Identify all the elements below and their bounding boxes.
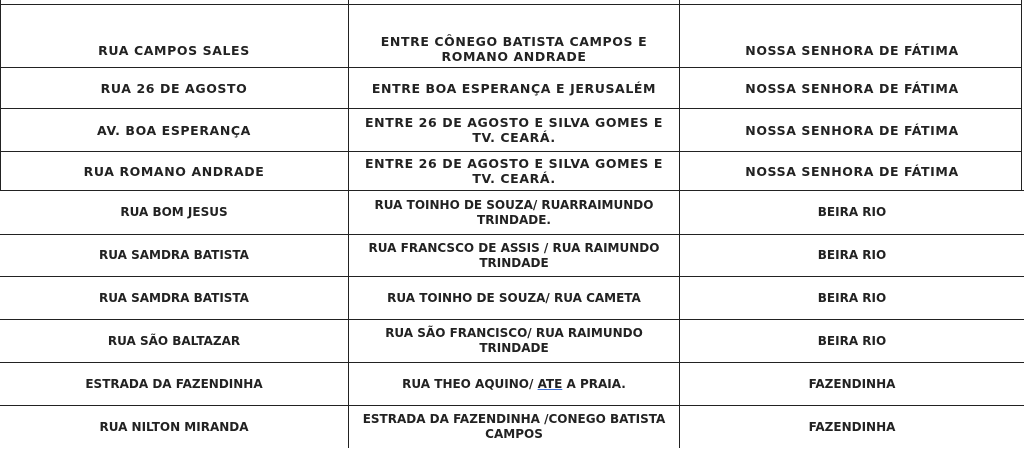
- district-cell: NOSSA SENHORA DE FÁTIMA: [745, 163, 959, 179]
- district-cell: NOSSA SENHORA DE FÁTIMA: [745, 43, 959, 58]
- table-row: [0, 191, 1024, 234]
- row-divider: [0, 234, 1024, 235]
- between-cell: RUA TOINHO DE SOUZA/ RUARRAIMUNDO TRINDADE.: [374, 197, 654, 227]
- street-cell: RUA SAMDRA BATISTA: [99, 248, 249, 262]
- street-cell: RUA NILTON MIRANDA: [99, 419, 249, 434]
- between-cell: RUA FRANCSCO DE ASSIS / RUA RAIMUNDO TRINDADE: [368, 240, 660, 270]
- district-cell: BEIRA RIO: [817, 333, 887, 348]
- table-row: [0, 277, 1024, 319]
- row-divider: [0, 67, 1022, 68]
- district-cell: NOSSA SENHORA DE FÁTIMA: [745, 80, 959, 96]
- table-row: [0, 406, 1024, 448]
- row-divider: [0, 362, 1024, 363]
- street-cell: RUA SAMDRA BATISTA: [99, 290, 249, 305]
- column-divider: [348, 0, 349, 448]
- spellcheck-underlined-word: ATE: [537, 376, 563, 391]
- row-divider: [0, 151, 1022, 152]
- district-cell: FAZENDINHA: [808, 419, 896, 434]
- table-row: [0, 68, 1024, 108]
- street-cell: AV. BOA ESPERANÇA: [97, 122, 251, 138]
- row-divider: [0, 108, 1022, 109]
- between-text-start: RUA THEO AQUINO/: [402, 376, 538, 391]
- street-cell: ESTRADA DA FAZENDINHA: [85, 376, 263, 391]
- district-cell: BEIRA RIO: [817, 248, 887, 262]
- left-border: [0, 0, 1, 191]
- table-row: [0, 152, 1024, 190]
- between-cell: ENTRE CÔNEGO BATISTA CAMPOS E ROMANO ANDRADE: [380, 33, 648, 64]
- between-cell: ENTRE 26 DE AGOSTO E SILVA GOMES E TV. CEARÁ.: [365, 115, 663, 145]
- district-cell: FAZENDINHA: [808, 376, 896, 391]
- table-row: [0, 235, 1024, 276]
- row-divider: [0, 276, 1024, 277]
- between-text-end: A PRAIA.: [562, 376, 626, 391]
- right-border: [1021, 0, 1022, 191]
- street-cell: RUA BOM JESUS: [120, 205, 228, 219]
- street-cell: RUA SÃO BALTAZAR: [107, 333, 241, 348]
- between-cell: ESTRADA DA FAZENDINHA /CONEGO BATISTA CAMPOS: [362, 412, 666, 441]
- table-row: [0, 30, 1024, 67]
- district-cell: NOSSA SENHORA DE FÁTIMA: [745, 122, 959, 138]
- street-cell: RUA ROMANO ANDRADE: [83, 163, 265, 179]
- table-row: [0, 363, 1024, 405]
- row-divider: [0, 319, 1024, 320]
- between-cell: RUA SÃO FRANCISCO/ RUA RAIMUNDO TRINDADE: [385, 326, 643, 355]
- district-cell: BEIRA RIO: [817, 290, 887, 305]
- table-row: [0, 320, 1024, 362]
- district-cell: BEIRA RIO: [817, 205, 887, 219]
- street-cell: RUA CAMPOS SALES: [98, 43, 250, 58]
- column-divider: [679, 0, 680, 448]
- table-row: [0, 109, 1024, 151]
- between-cell: ENTRE BOA ESPERANÇA E JERUSALÉM: [371, 80, 657, 96]
- row-divider: [0, 405, 1024, 406]
- between-cell: ENTRE 26 DE AGOSTO E SILVA GOMES E TV. CEARÁ.: [365, 156, 663, 186]
- street-cell: RUA 26 DE AGOSTO: [100, 80, 248, 96]
- row-divider: [0, 4, 1022, 5]
- between-cell: [349, 363, 679, 405]
- between-cell: RUA TOINHO DE SOUZA/ RUA CAMETA: [387, 290, 641, 305]
- row-divider: [0, 190, 1024, 191]
